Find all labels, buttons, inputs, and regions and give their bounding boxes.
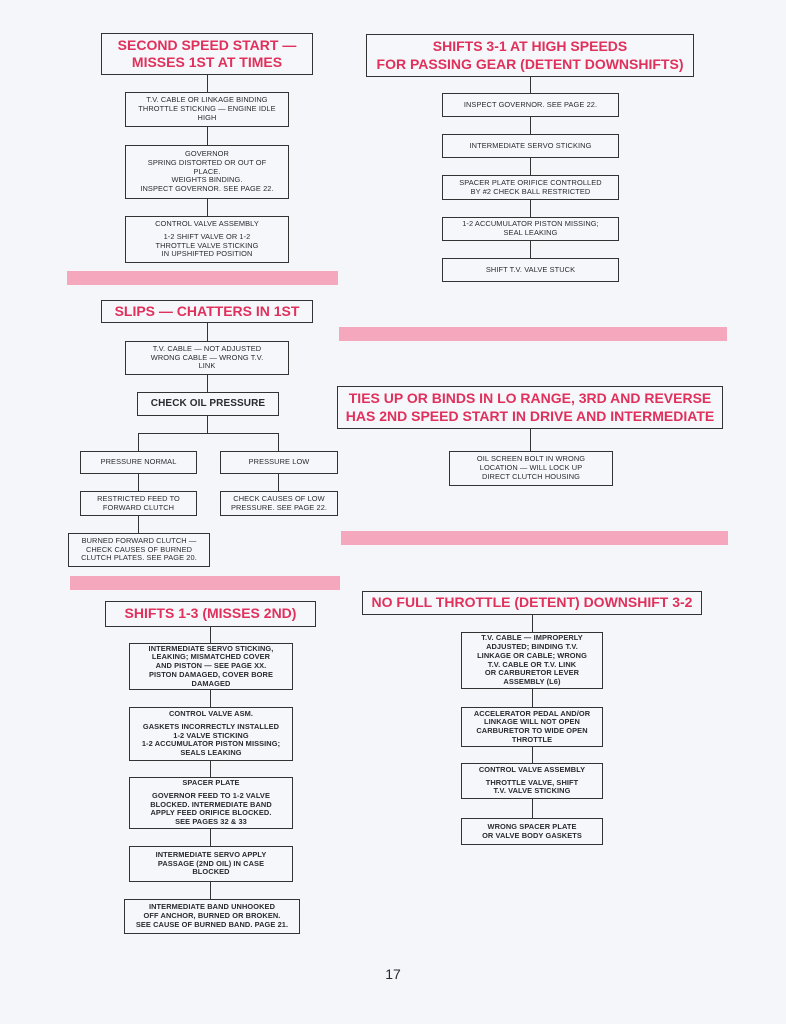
connector-line: [530, 200, 531, 217]
step-spacer-plate: SPACER PLATE GOVERNOR FEED TO 1-2 VALVE BLOCKED. INTERMEDIATE BAND APPLY FEED ORIFICE BLOCKED. SEE PAGES 32 & 33: [129, 777, 293, 829]
connector-line: [138, 433, 139, 451]
connector-line: [278, 474, 279, 491]
connector-line: [207, 323, 208, 341]
heading-no-full-throttle: NO FULL THROTTLE (DETENT) DOWNSHIFT 3-2: [362, 591, 702, 615]
step-control-valve-assembly: CONTROL VALVE ASSEMBLY 1-2 SHIFT VALVE OR 1-2 THROTTLE VALVE STICKING IN UPSHIFTED POSITION: [125, 216, 289, 263]
connector-line: [207, 416, 208, 433]
connector-line: [530, 241, 531, 258]
connector-line: [278, 433, 279, 451]
heading-shifts-3-1: SHIFTS 3-1 AT HIGH SPEEDS FOR PASSING GEAR (DETENT DOWNSHIFTS): [366, 34, 694, 77]
step-check-low-pressure: CHECK CAUSES OF LOW PRESSURE. SEE PAGE 22.: [220, 491, 338, 516]
step-intermediate-servo-sticking: INTERMEDIATE SERVO STICKING, LEAKING; MISMATCHED COVER AND PISTON — SEE PAGE XX. PISTON DAMAGED, COVER BORE DAMAGED: [129, 643, 293, 690]
step-inspect-governor: INSPECT GOVERNOR. SEE PAGE 22.: [442, 93, 619, 117]
section-divider-band: [67, 271, 338, 285]
step-shift-tv-valve-stuck: SHIFT T.V. VALVE STUCK: [442, 258, 619, 282]
connector-line: [138, 474, 139, 491]
section-divider-band: [70, 576, 340, 590]
step-tv-cable-improperly-adjusted: T.V. CABLE — IMPROPERLY ADJUSTED; BINDING T.V. LINKAGE OR CABLE; WRONG T.V. CABLE OR T.V. LINK OR CARBURETOR LEVER ASSEMBLY (L6): [461, 632, 603, 689]
connector-line: [210, 627, 211, 643]
connector-line: [532, 747, 533, 763]
step-pressure-low: PRESSURE LOW: [220, 451, 338, 474]
heading-slips-chatters: SLIPS — CHATTERS IN 1ST: [101, 300, 313, 323]
connector-line: [207, 127, 208, 145]
connector-line: [530, 77, 531, 93]
heading-ties-up-binds: TIES UP OR BINDS IN LO RANGE, 3RD AND REVERSE HAS 2ND SPEED START IN DRIVE AND INTERMEDIATE: [337, 386, 723, 429]
step-check-oil-pressure: CHECK OIL PRESSURE: [137, 392, 279, 416]
page-number: 17: [385, 966, 401, 982]
step-accelerator-pedal: ACCELERATOR PEDAL AND/OR LINKAGE WILL NOT OPEN CARBURETOR TO WIDE OPEN THROTTLE: [461, 707, 603, 747]
heading-shifts-1-3: SHIFTS 1-3 (MISSES 2ND): [105, 601, 316, 627]
step-restricted-feed: RESTRICTED FEED TO FORWARD CLUTCH: [80, 491, 197, 516]
step-tv-cable-binding: T.V. CABLE OR LINKAGE BINDING THROTTLE STICKING — ENGINE IDLE HIGH: [125, 92, 289, 127]
connector-line: [207, 199, 208, 216]
connector-line: [207, 375, 208, 392]
step-governor: GOVERNOR SPRING DISTORTED OR OUT OF PLACE. WEIGHTS BINDING. INSPECT GOVERNOR. SEE PAGE 22.: [125, 145, 289, 199]
connector-line: [530, 158, 531, 175]
connector-line: [210, 829, 211, 846]
step-tv-cable-not-adjusted: T.V. CABLE — NOT ADJUSTED WRONG CABLE — WRONG T.V. LINK: [125, 341, 289, 375]
step-control-valve-asm: CONTROL VALVE ASM. GASKETS INCORRECTLY INSTALLED 1-2 VALVE STICKING 1-2 ACCUMULATOR PISTON MISSING; SEALS LEAKING: [129, 707, 293, 761]
connector-line: [210, 690, 211, 707]
section-divider-band: [341, 531, 728, 545]
heading-second-speed-start: SECOND SPEED START — MISSES 1ST AT TIMES: [101, 33, 313, 75]
step-intermediate-band-unhooked: INTERMEDIATE BAND UNHOOKED OFF ANCHOR, BURNED OR BROKEN. SEE CAUSE OF BURNED BAND. PAGE 21.: [124, 899, 300, 934]
section-divider-band: [339, 327, 727, 341]
connector-line: [532, 799, 533, 818]
connector-line: [532, 615, 533, 632]
connector-line: [530, 429, 531, 451]
branch-line: [138, 433, 279, 434]
step-control-valve-assembly-throttle: CONTROL VALVE ASSEMBLY THROTTLE VALVE, SHIFT T.V. VALVE STICKING: [461, 763, 603, 799]
connector-line: [210, 761, 211, 777]
step-oil-screen-bolt: OIL SCREEN BOLT IN WRONG LOCATION — WILL LOCK UP DIRECT CLUTCH HOUSING: [449, 451, 613, 486]
step-servo-apply-passage: INTERMEDIATE SERVO APPLY PASSAGE (2ND OIL) IN CASE BLOCKED: [129, 846, 293, 882]
connector-line: [210, 882, 211, 899]
step-accumulator-piston: 1-2 ACCUMULATOR PISTON MISSING; SEAL LEAKING: [442, 217, 619, 241]
step-wrong-spacer-plate: WRONG SPACER PLATE OR VALVE BODY GASKETS: [461, 818, 603, 845]
connector-line: [207, 75, 208, 92]
step-burned-forward-clutch: BURNED FORWARD CLUTCH — CHECK CAUSES OF BURNED CLUTCH PLATES. SEE PAGE 20.: [68, 533, 210, 567]
connector-line: [138, 516, 139, 533]
step-intermediate-servo: INTERMEDIATE SERVO STICKING: [442, 134, 619, 158]
connector-line: [530, 117, 531, 134]
step-spacer-plate-orifice: SPACER PLATE ORIFICE CONTROLLED BY #2 CHECK BALL RESTRICTED: [442, 175, 619, 200]
connector-line: [532, 689, 533, 707]
step-pressure-normal: PRESSURE NORMAL: [80, 451, 197, 474]
